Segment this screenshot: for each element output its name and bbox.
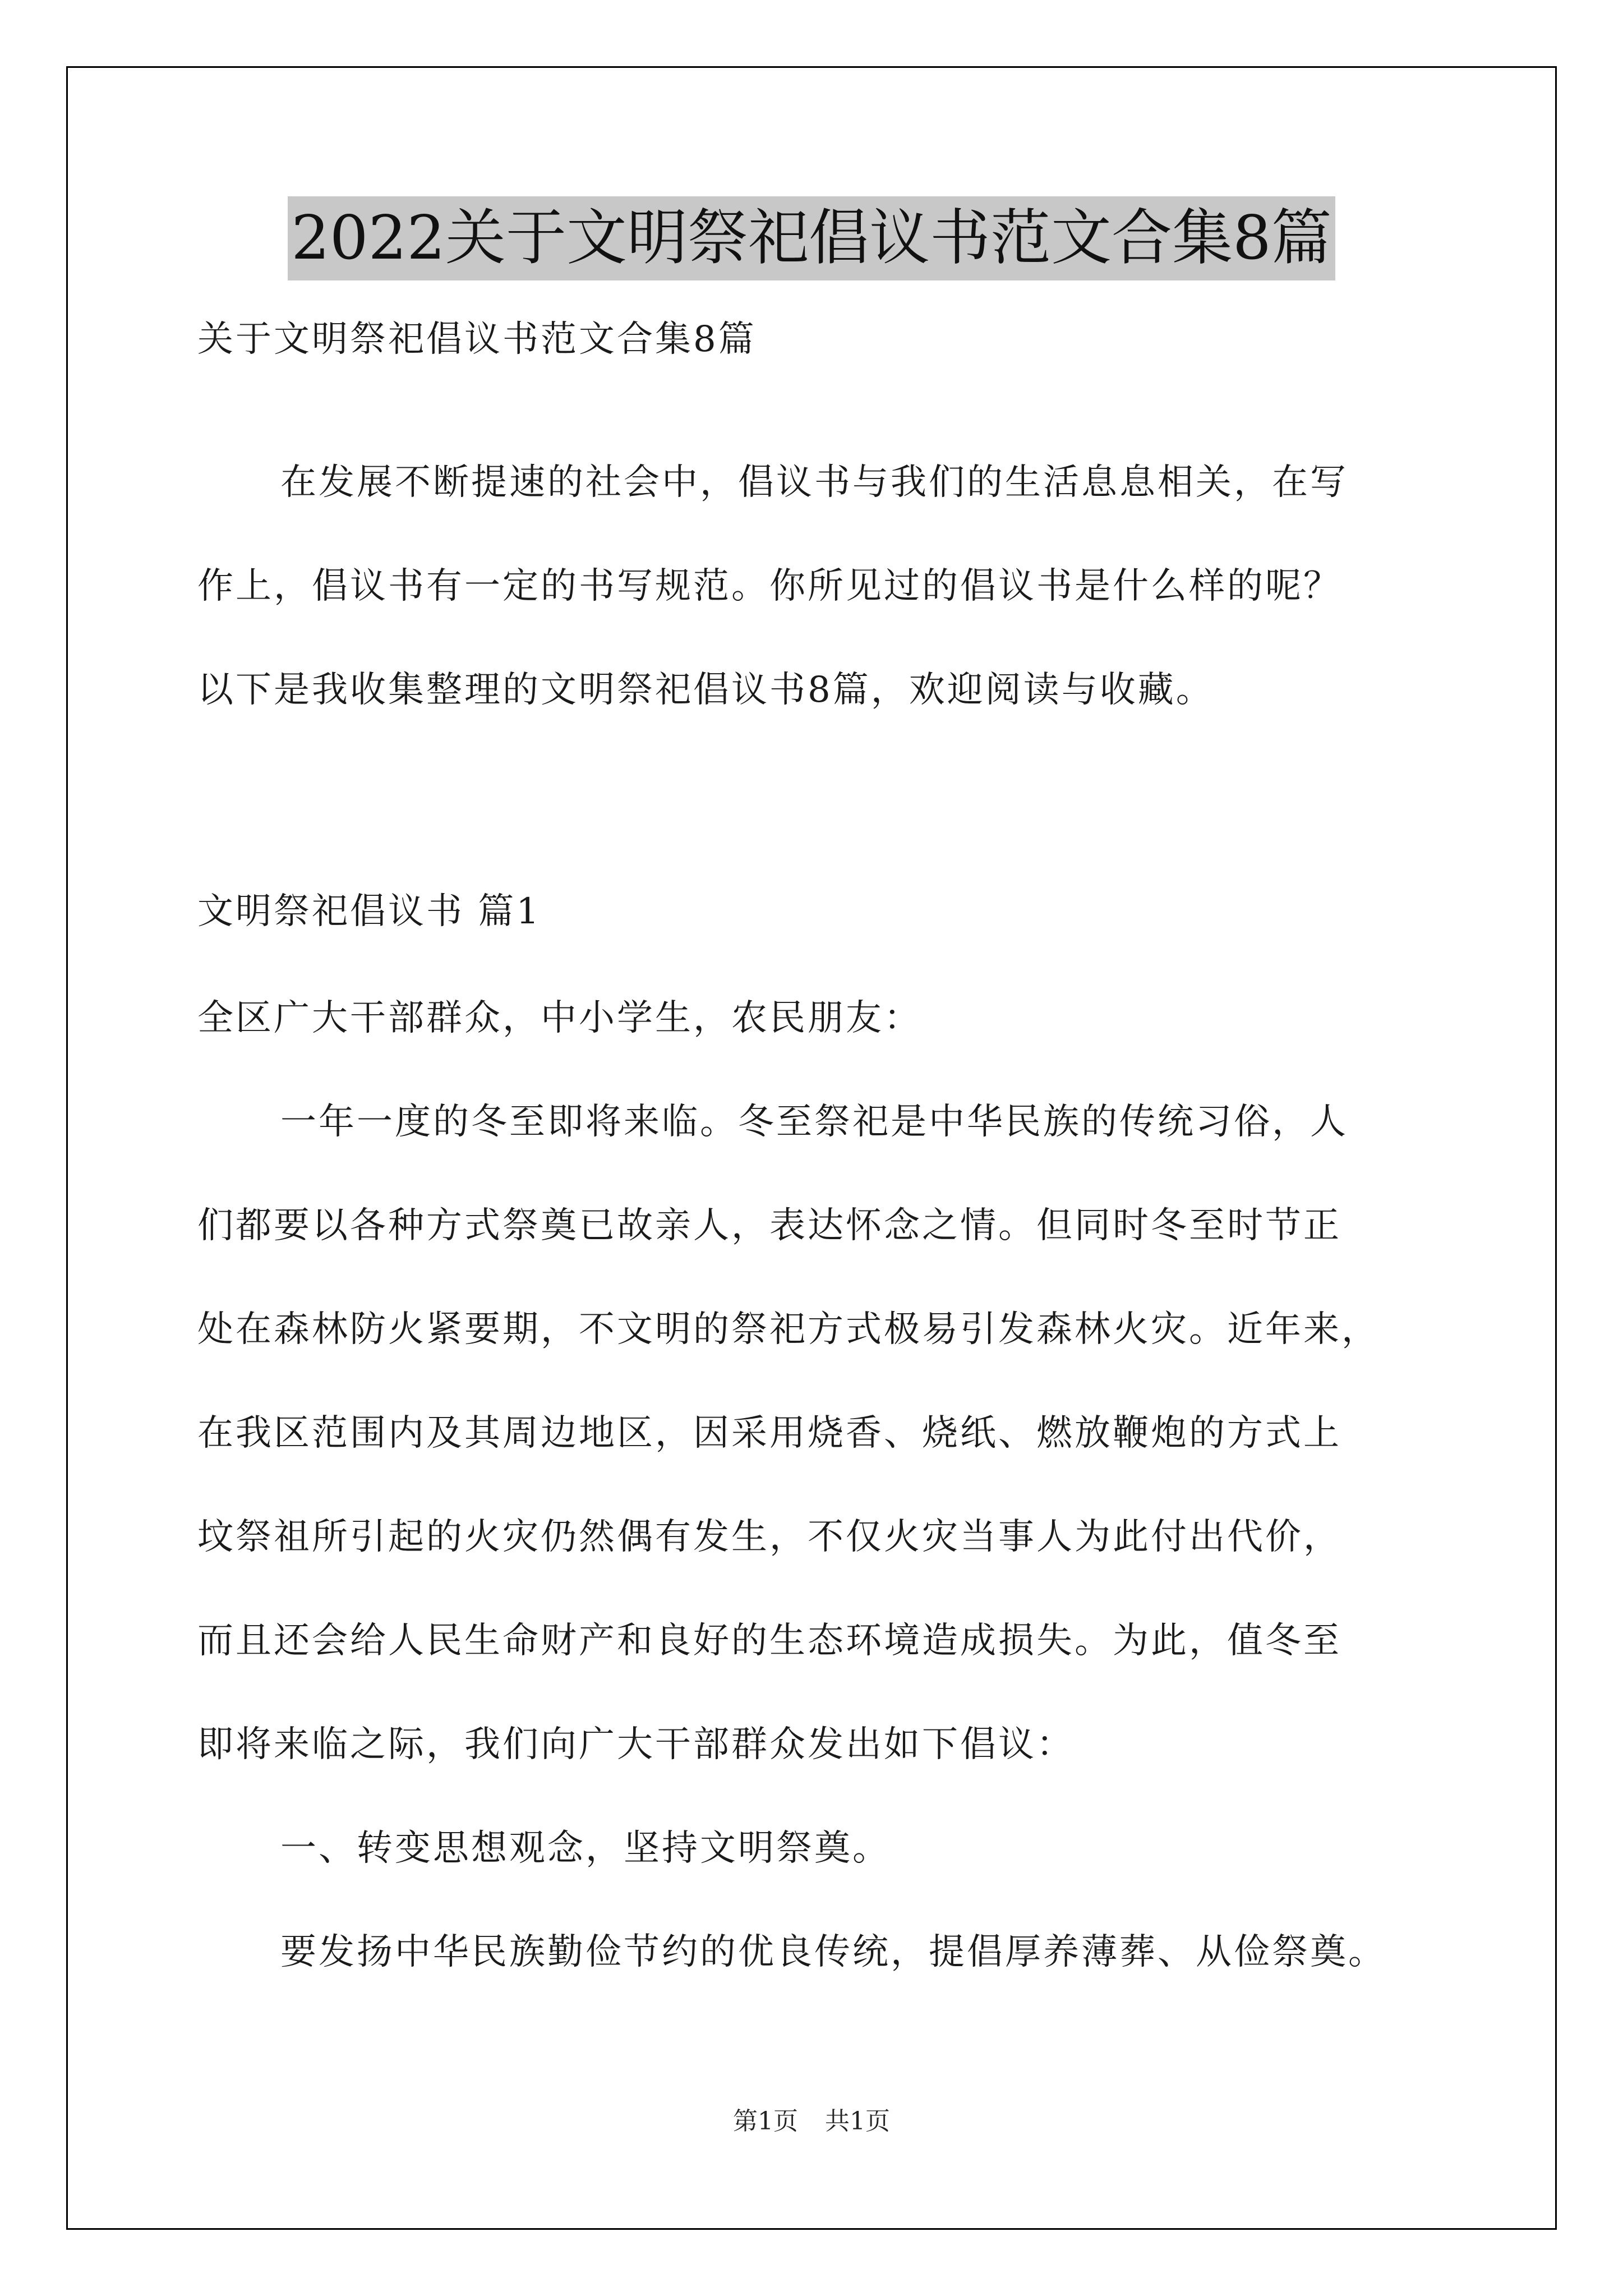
paragraph-line: 即将来临之际，我们向广大干部群众发出如下倡议： xyxy=(197,1724,1075,1765)
list-heading: 一、转变思想观念，坚持文明祭奠。 xyxy=(280,1828,891,1869)
page-number-current: 第1页 xyxy=(733,2107,798,2136)
paragraph-line: 在我区范围内及其周边地区，因采用烧香、烧纸、燃放鞭炮的方式上 xyxy=(197,1412,1341,1454)
paragraph-line: 以下是我收集整理的文明祭祀倡议书8篇，欢迎阅读与收藏。 xyxy=(197,669,1214,711)
section-heading: 文明祭祀倡议书 篇1 xyxy=(197,891,542,932)
paragraph-line: 坟祭祖所引起的火灾仍然偶有发生，不仅火灾当事人为此付出代价， xyxy=(197,1516,1341,1558)
paragraph-line: 们都要以各种方式祭奠已故亲人，表达怀念之情。但同时冬至时节正 xyxy=(197,1205,1341,1246)
page-border xyxy=(66,66,1557,2230)
page-footer xyxy=(0,2105,1623,2138)
paragraph-line: 要发扬中华民族勤俭节约的优良传统，提倡厚养薄葬、从俭祭奠。 xyxy=(280,1931,1386,1973)
document-title: 2022关于文明祭祀倡议书范文合集8篇 xyxy=(288,196,1335,280)
subtitle-line: 关于文明祭祀倡议书范文合集8篇 xyxy=(197,319,757,360)
paragraph-line: 在发展不断提速的社会中，倡议书与我们的生活息息相关，在写 xyxy=(280,462,1348,503)
paragraph-line: 而且还会给人民生命财产和良好的生态环境造成损失。为此，值冬至 xyxy=(197,1620,1341,1662)
paragraph-line: 作上，倡议书有一定的书写规范。你所见过的倡议书是什么样的呢？ xyxy=(197,565,1341,607)
page-number-total: 共1页 xyxy=(825,2107,890,2136)
paragraph-line: 一年一度的冬至即将来临。冬至祭祀是中华民族的传统习俗，人 xyxy=(280,1101,1348,1143)
salutation-line: 全区广大干部群众，中小学生，农民朋友： xyxy=(197,997,922,1039)
paragraph-line: 处在森林防火紧要期，不文明的祭祀方式极易引发森林火灾。近年来， xyxy=(197,1309,1380,1350)
title-container xyxy=(0,196,1623,280)
